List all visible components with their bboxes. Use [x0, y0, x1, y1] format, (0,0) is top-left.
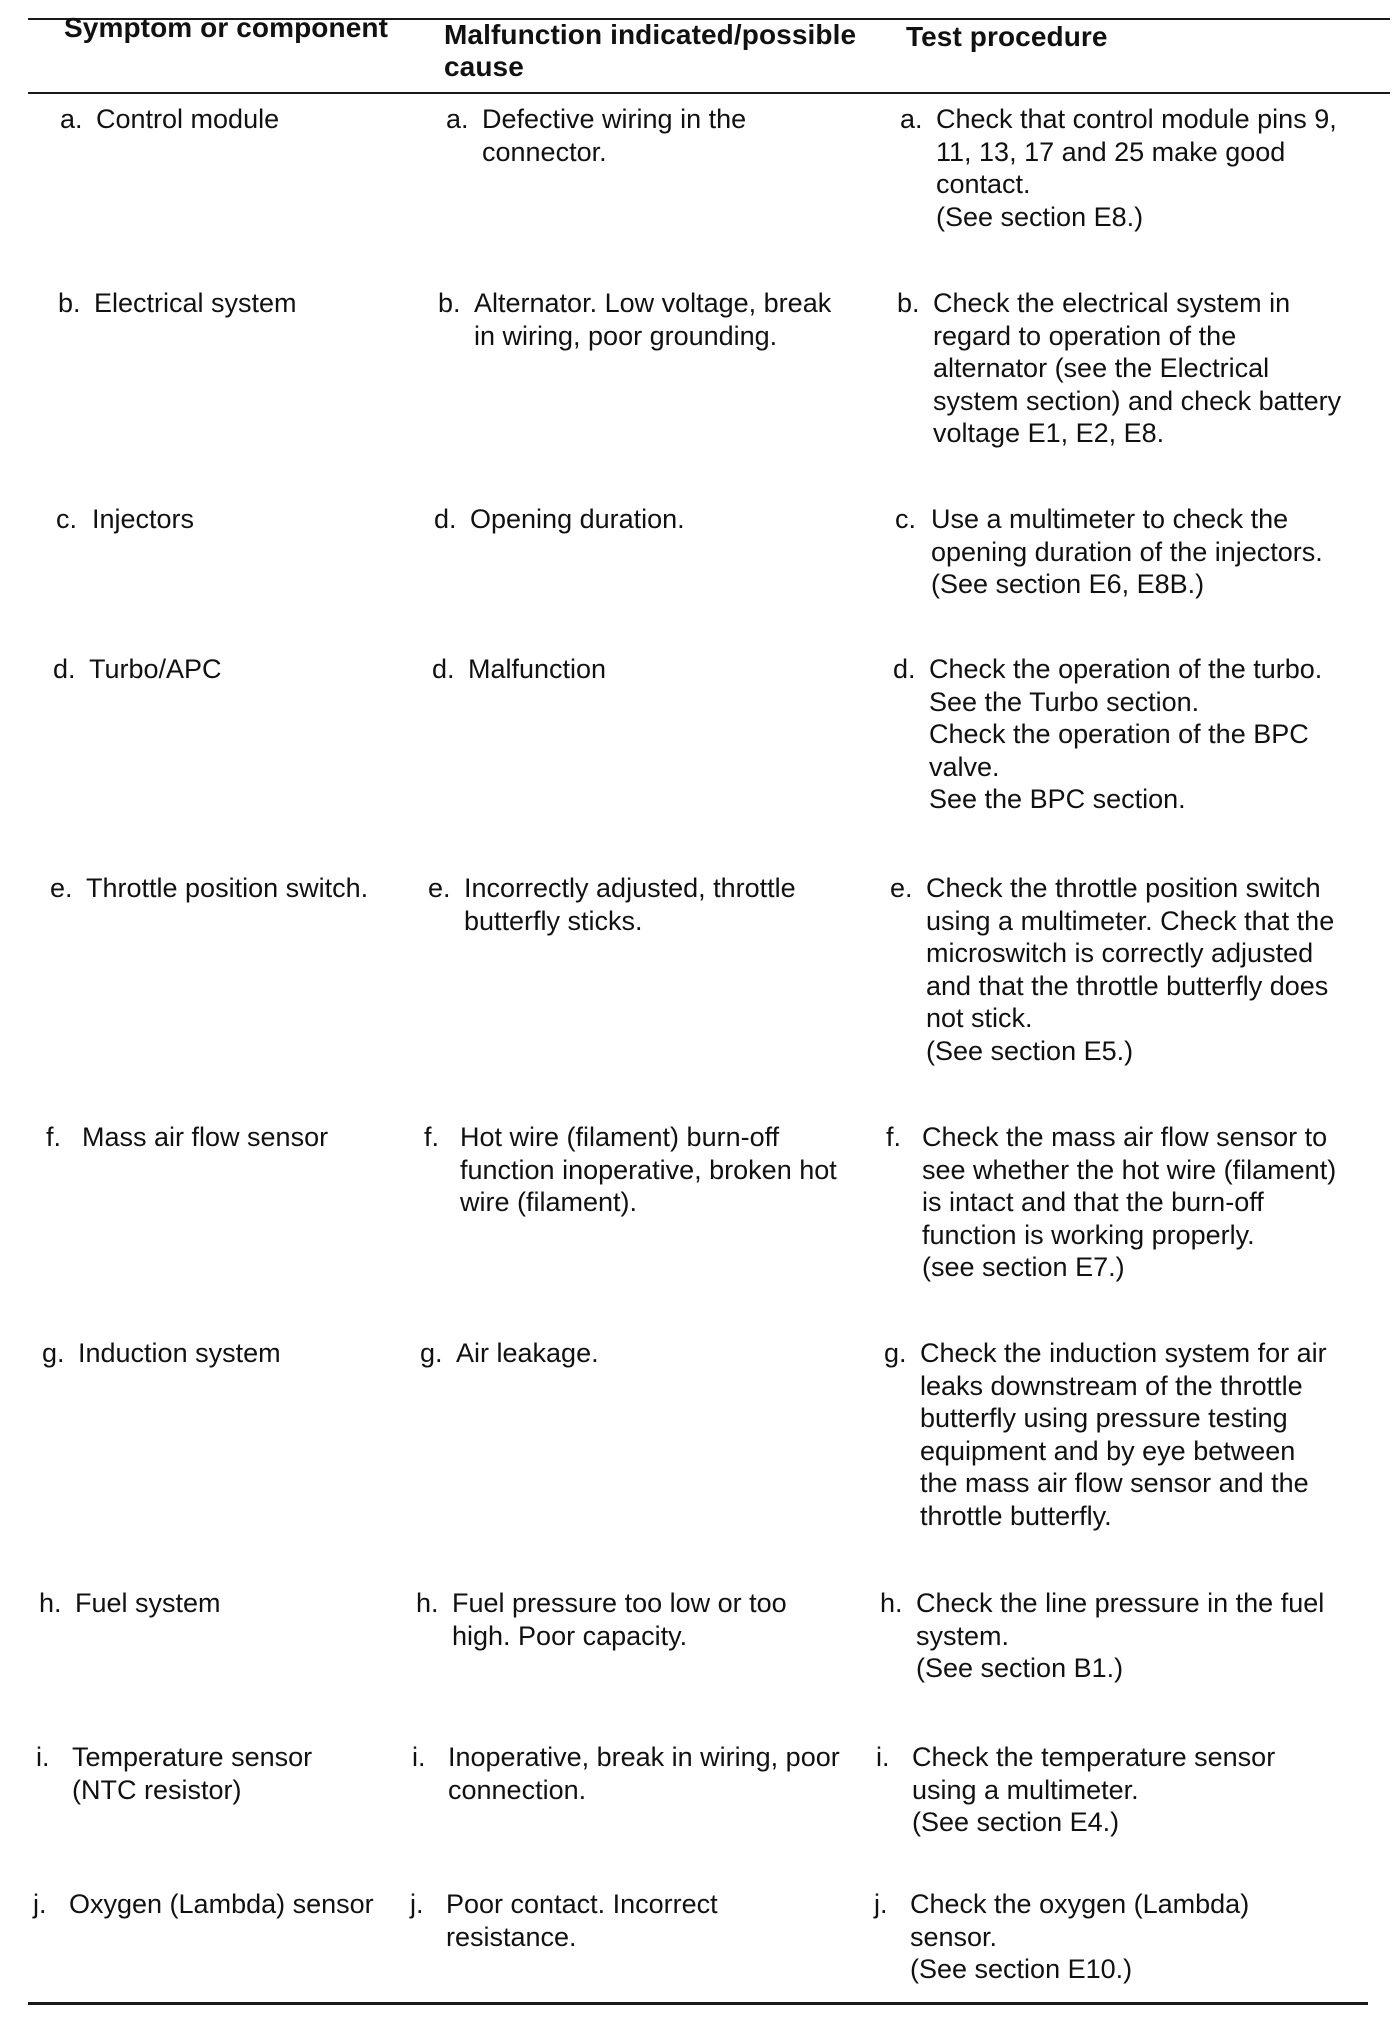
item-letter: i.: [412, 1742, 426, 1772]
item-letter: h.: [416, 1588, 439, 1618]
test-cell: [900, 103, 1392, 233]
item-letter: f.: [46, 1122, 62, 1152]
item-letter: f.: [424, 1122, 440, 1152]
component-cell: [42, 1337, 422, 1370]
malfunction-cell: [446, 103, 906, 168]
component-cell: [53, 653, 433, 686]
item-text: Injectors: [92, 504, 195, 534]
item-text: Electrical system: [94, 288, 297, 318]
item-text: Check the induction system for air leaks downstream of the throttle butterfly using pressure testing equipment and by eye between the mass air flow sensor and the throttle butterfly.: [920, 1338, 1327, 1531]
item-text: Temperature sensor (NTC resistor): [72, 1742, 313, 1805]
item-letter: g.: [42, 1338, 65, 1368]
item-letter: i.: [876, 1742, 890, 1772]
test-cell: [884, 1337, 1389, 1532]
component-cell: [46, 1121, 426, 1154]
item-letter: j.: [874, 1889, 888, 1919]
item-letter: a.: [900, 104, 923, 134]
item-letter: g.: [420, 1338, 443, 1368]
item-text: Check the oxygen (Lambda) sensor. (See section E10.): [910, 1889, 1250, 1984]
item-letter: d.: [893, 654, 916, 684]
component-cell: [39, 1587, 419, 1620]
item-text: Control module: [96, 104, 280, 134]
item-text: Poor contact. Incorrect resistance.: [446, 1889, 718, 1952]
item-text: Malfunction: [468, 654, 607, 684]
item-text: Hot wire (filament) burn-off function inoperative, broken hot wire (filament).: [460, 1122, 837, 1217]
item-text: Incorrectly adjusted, throttle butterfly sticks.: [464, 873, 796, 936]
item-text: Throttle position switch.: [86, 873, 369, 903]
test-cell: [893, 653, 1392, 816]
item-text: Inoperative, break in wiring, poor connection.: [448, 1742, 840, 1805]
item-text: Check the throttle position switch using a multimeter. Check that the microswitch is correctly adjusted and that the throttle butterfly does not stick. (See section E5.): [926, 873, 1335, 1066]
item-text: Check the mass air flow sensor to see whether the hot wire (filament) is intact and that the burn-off function is working properly. (see section E7.): [922, 1122, 1337, 1282]
item-text: Check the line pressure in the fuel system. (See section B1.): [916, 1588, 1325, 1683]
item-letter: e.: [428, 873, 451, 903]
item-letter: j.: [410, 1889, 424, 1919]
item-text: Use a multimeter to check the opening duration of the injectors. (See section E6, E8B.): [931, 504, 1323, 599]
malfunction-cell: [434, 503, 894, 536]
component-cell: [36, 1741, 416, 1806]
item-letter: d.: [432, 654, 455, 684]
header-malfunction-cause: Malfunction indicated/possible cause: [444, 19, 857, 82]
item-text: Mass air flow sensor: [82, 1122, 329, 1152]
malfunction-cell: [424, 1121, 884, 1219]
malfunction-cell: [438, 287, 898, 352]
item-letter: j.: [33, 1889, 47, 1919]
item-text: Air leakage.: [456, 1338, 599, 1368]
item-text: Alternator. Low voltage, break in wiring, poor grounding.: [474, 288, 832, 351]
item-letter: d.: [434, 504, 457, 534]
item-letter: a.: [60, 104, 83, 134]
header-divider-rule: [28, 92, 1390, 94]
item-text: Fuel pressure too low or too high. Poor capacity.: [452, 1588, 787, 1651]
item-letter: i.: [36, 1742, 50, 1772]
item-letter: e.: [890, 873, 913, 903]
header-symptom-component: Symptom or component: [64, 12, 389, 43]
malfunction-cell: [432, 653, 892, 686]
test-cell: [876, 1741, 1381, 1839]
item-text: Oxygen (Lambda) sensor: [69, 1889, 374, 1919]
item-letter: b.: [897, 288, 920, 318]
item-text: Defective wiring in the connector.: [482, 104, 747, 167]
item-letter: b.: [438, 288, 461, 318]
header-test-procedure: Test procedure: [906, 21, 1108, 52]
item-letter: c.: [56, 504, 78, 534]
test-cell: [897, 287, 1392, 450]
malfunction-cell: [410, 1888, 870, 1953]
item-letter: h.: [39, 1588, 62, 1618]
item-text: Turbo/APC: [89, 654, 222, 684]
item-text: Check the operation of the turbo. See the Turbo section. Check the operation of the BPC valve. See the BPC section.: [929, 654, 1323, 814]
item-letter: d.: [53, 654, 76, 684]
item-text: Check that control module pins 9, 11, 13, 17 and 25 make good contact. (See section E8.): [936, 104, 1337, 232]
component-cell: [33, 1888, 413, 1921]
item-text: Check the temperature sensor using a multimeter. (See section E4.): [912, 1742, 1276, 1837]
item-letter: e.: [50, 873, 73, 903]
item-text: Fuel system: [75, 1588, 221, 1618]
item-letter: g.: [884, 1338, 907, 1368]
test-cell: [880, 1587, 1385, 1685]
item-text: Check the electrical system in regard to operation of the alternator (see the Electrical system section) and check battery voltage E1, E2, E8.: [933, 288, 1342, 448]
item-letter: c.: [895, 504, 917, 534]
item-letter: a.: [446, 104, 469, 134]
item-letter: h.: [880, 1588, 903, 1618]
test-cell: [874, 1888, 1379, 1986]
test-cell: [890, 872, 1392, 1067]
malfunction-cell: [428, 872, 888, 937]
item-letter: b.: [58, 288, 81, 318]
component-cell: [58, 287, 438, 320]
component-cell: [60, 103, 440, 136]
item-text: Opening duration.: [470, 504, 685, 534]
item-letter: f.: [886, 1122, 902, 1152]
table-bottom-rule: [28, 2002, 1368, 2005]
component-cell: [56, 503, 436, 536]
component-cell: [50, 872, 430, 905]
malfunction-cell: [412, 1741, 872, 1806]
item-text: Induction system: [78, 1338, 281, 1368]
test-cell: [886, 1121, 1391, 1284]
test-cell: [895, 503, 1392, 601]
malfunction-cell: [416, 1587, 876, 1652]
malfunction-cell: [420, 1337, 880, 1370]
